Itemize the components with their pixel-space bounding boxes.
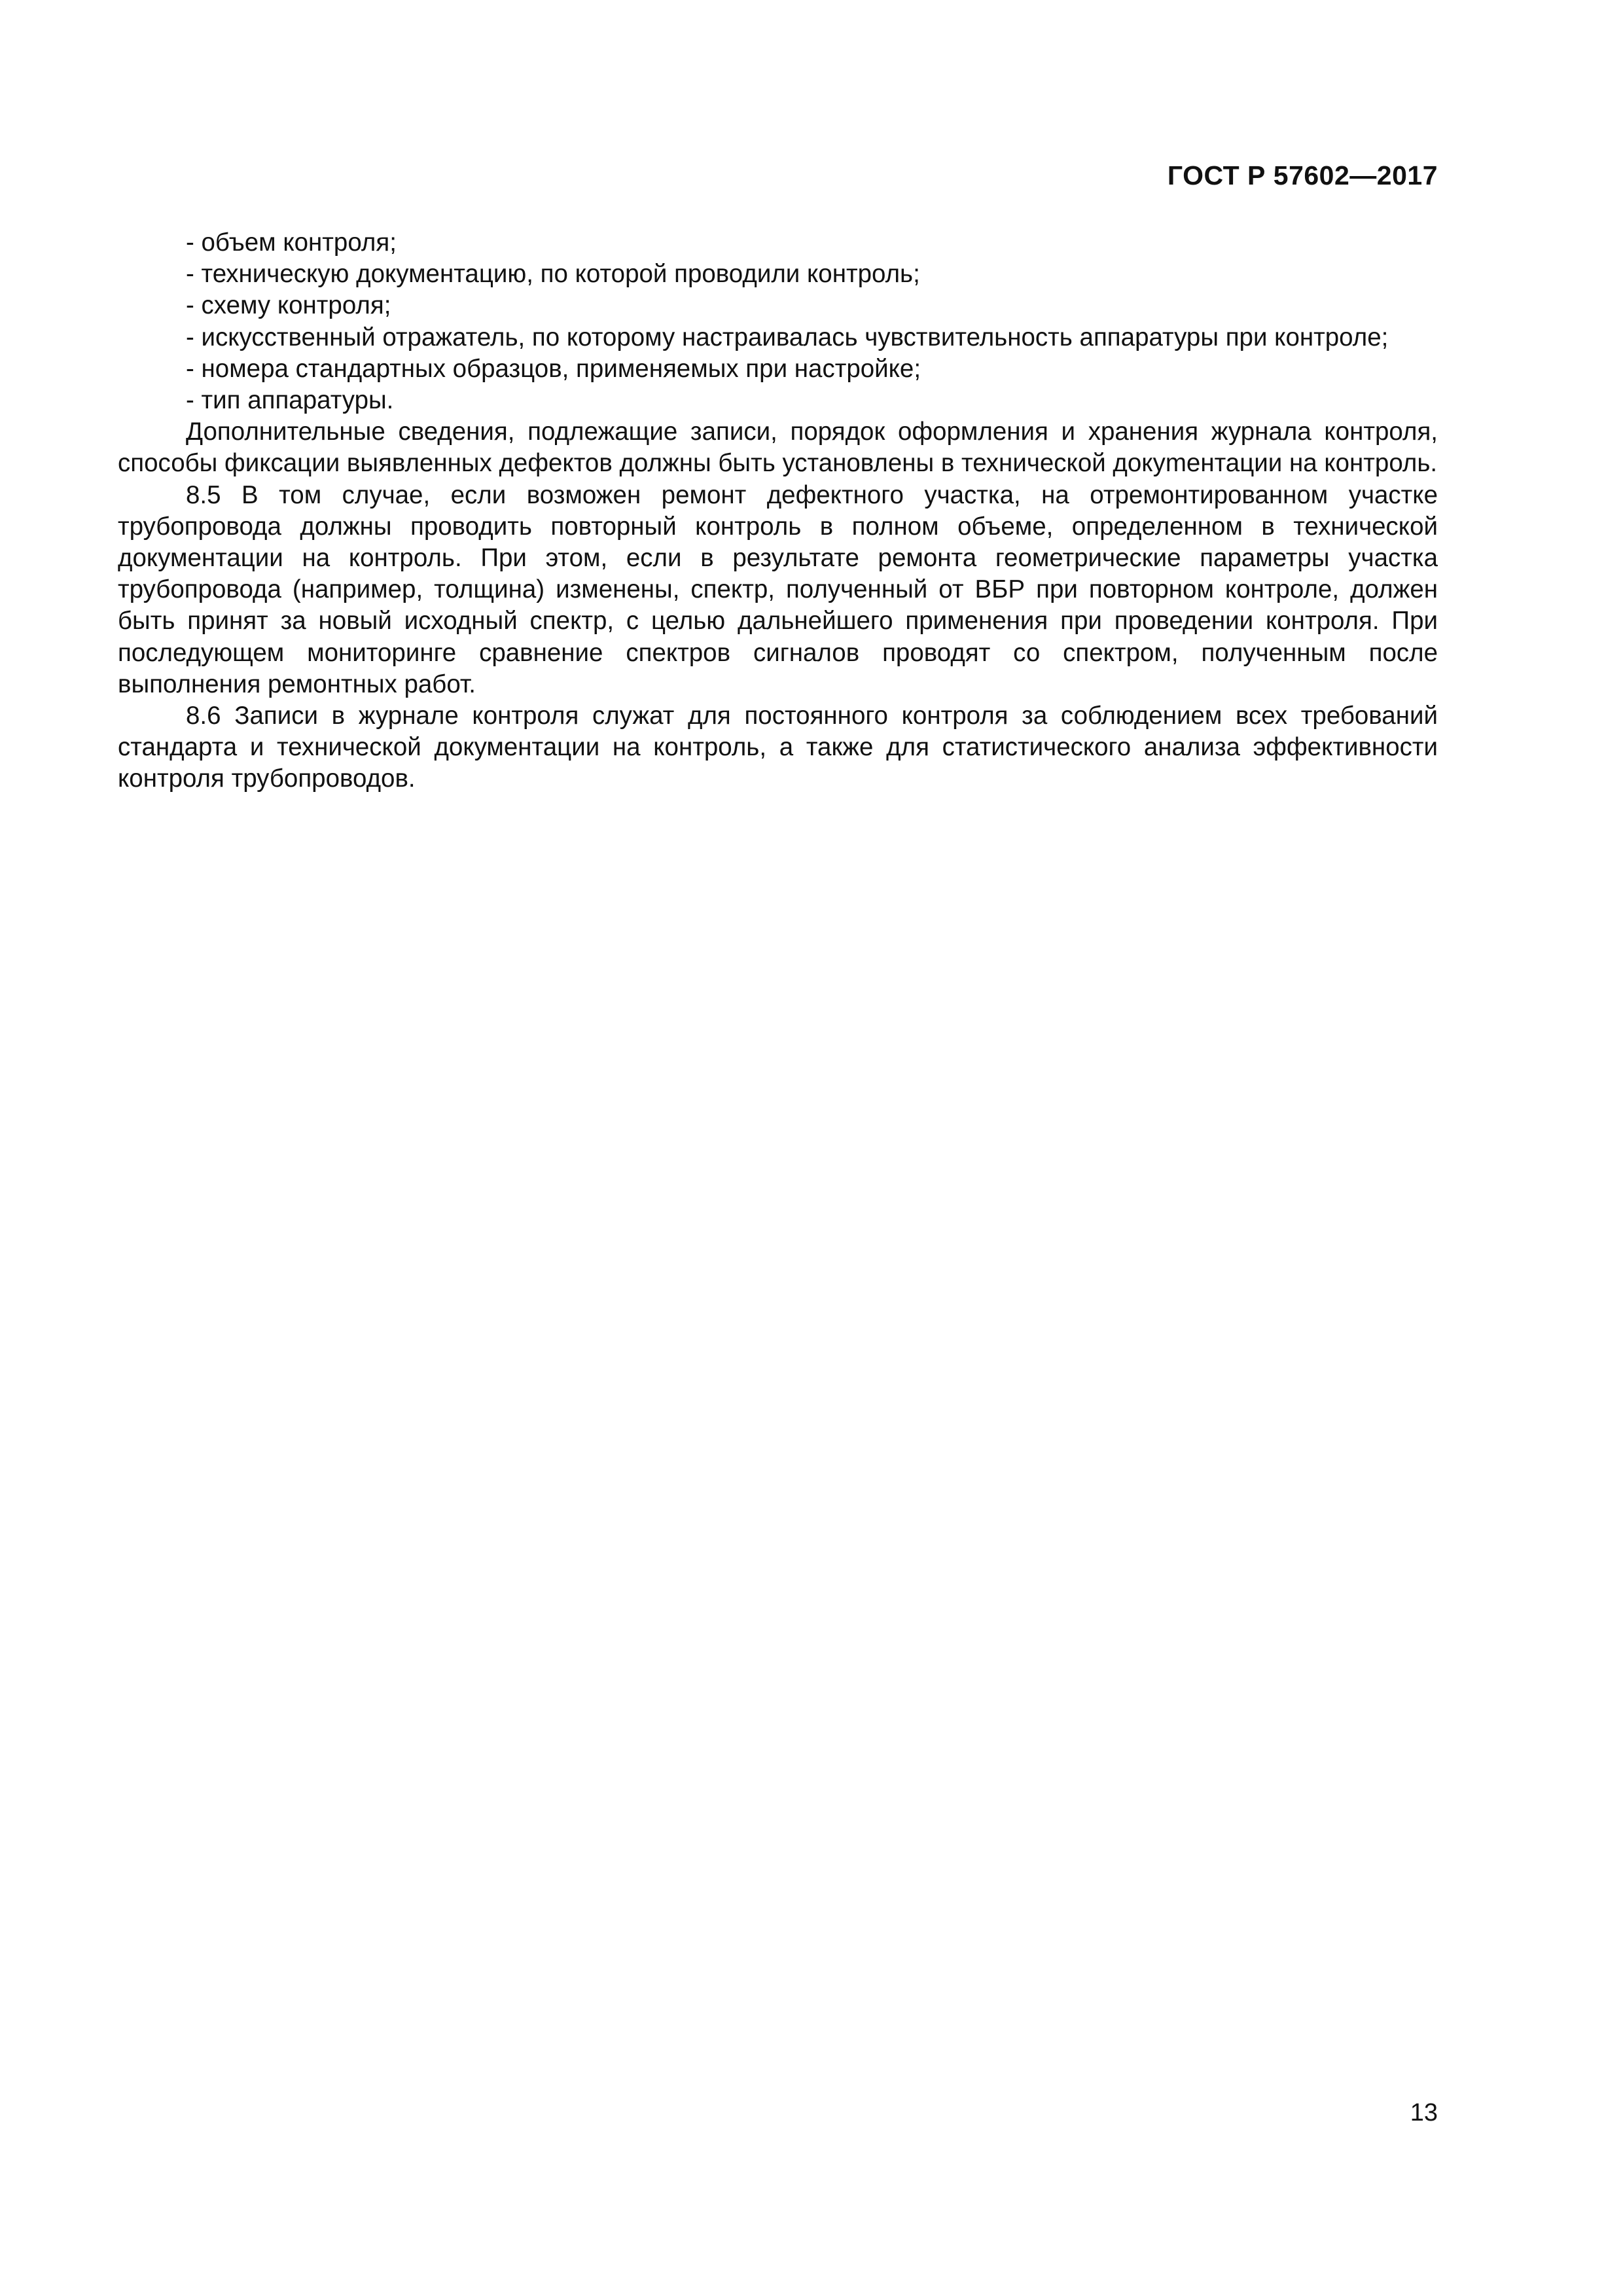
list-item-reference-samples: - номера стандартных образцов, применяемых при настройке;	[186, 354, 921, 383]
paragraph-clause-8-6: 8.6 Записи в журнале контроля служат для постоянного контроля за соблюдением всех требований стандарта и технической документации на контроль, а также для статистического анализа эффективности контроля трубопроводов.	[118, 702, 1438, 793]
paragraph-clause-8-5: 8.5 В том случае, если возможен ремонт дефектного участка, на отремонтированном участке трубопровода должны проводить повторный контроль в полном объеме, определенном в технической документации на контроль. При этом, если в результате ремонта геометрические параметры участка трубопровода (например, толщина) изменены, спектр, полученный от ВБР при повторном контроле, должен быть принят за новый исходный спектр, с целью дальнейшего применения при проведении контроля. При последующем мониторинге сравнение спектров сигналов проводят со спектром, полученным после выполнения ремонтных работ.	[118, 480, 1438, 698]
page-number: 13	[1410, 2099, 1438, 2126]
list-item-equipment-type: - тип аппаратуры.	[186, 386, 394, 415]
list-item-artificial-reflector: - искусственный отражатель, по которому настраивалась чувствительность аппаратуры при контроле;	[186, 323, 1389, 351]
list-item-inspection-scheme: - схему контроля;	[186, 291, 391, 320]
list-item-technical-documentation: - техническую документацию, по которой проводили контроль;	[186, 260, 920, 289]
document-body	[118, 227, 1438, 795]
list-item-inspection-scope: - объем контроля;	[186, 228, 397, 257]
paragraph-additional-information: Дополнительные сведения, подлежащие записи, порядок оформления и хранения журнала контроля, способы фиксации выявленных дефектов должны быть установлены в технической докуmентации на контроль.	[118, 418, 1438, 478]
document-designation: ГОСТ Р 57602—2017	[1167, 160, 1438, 190]
